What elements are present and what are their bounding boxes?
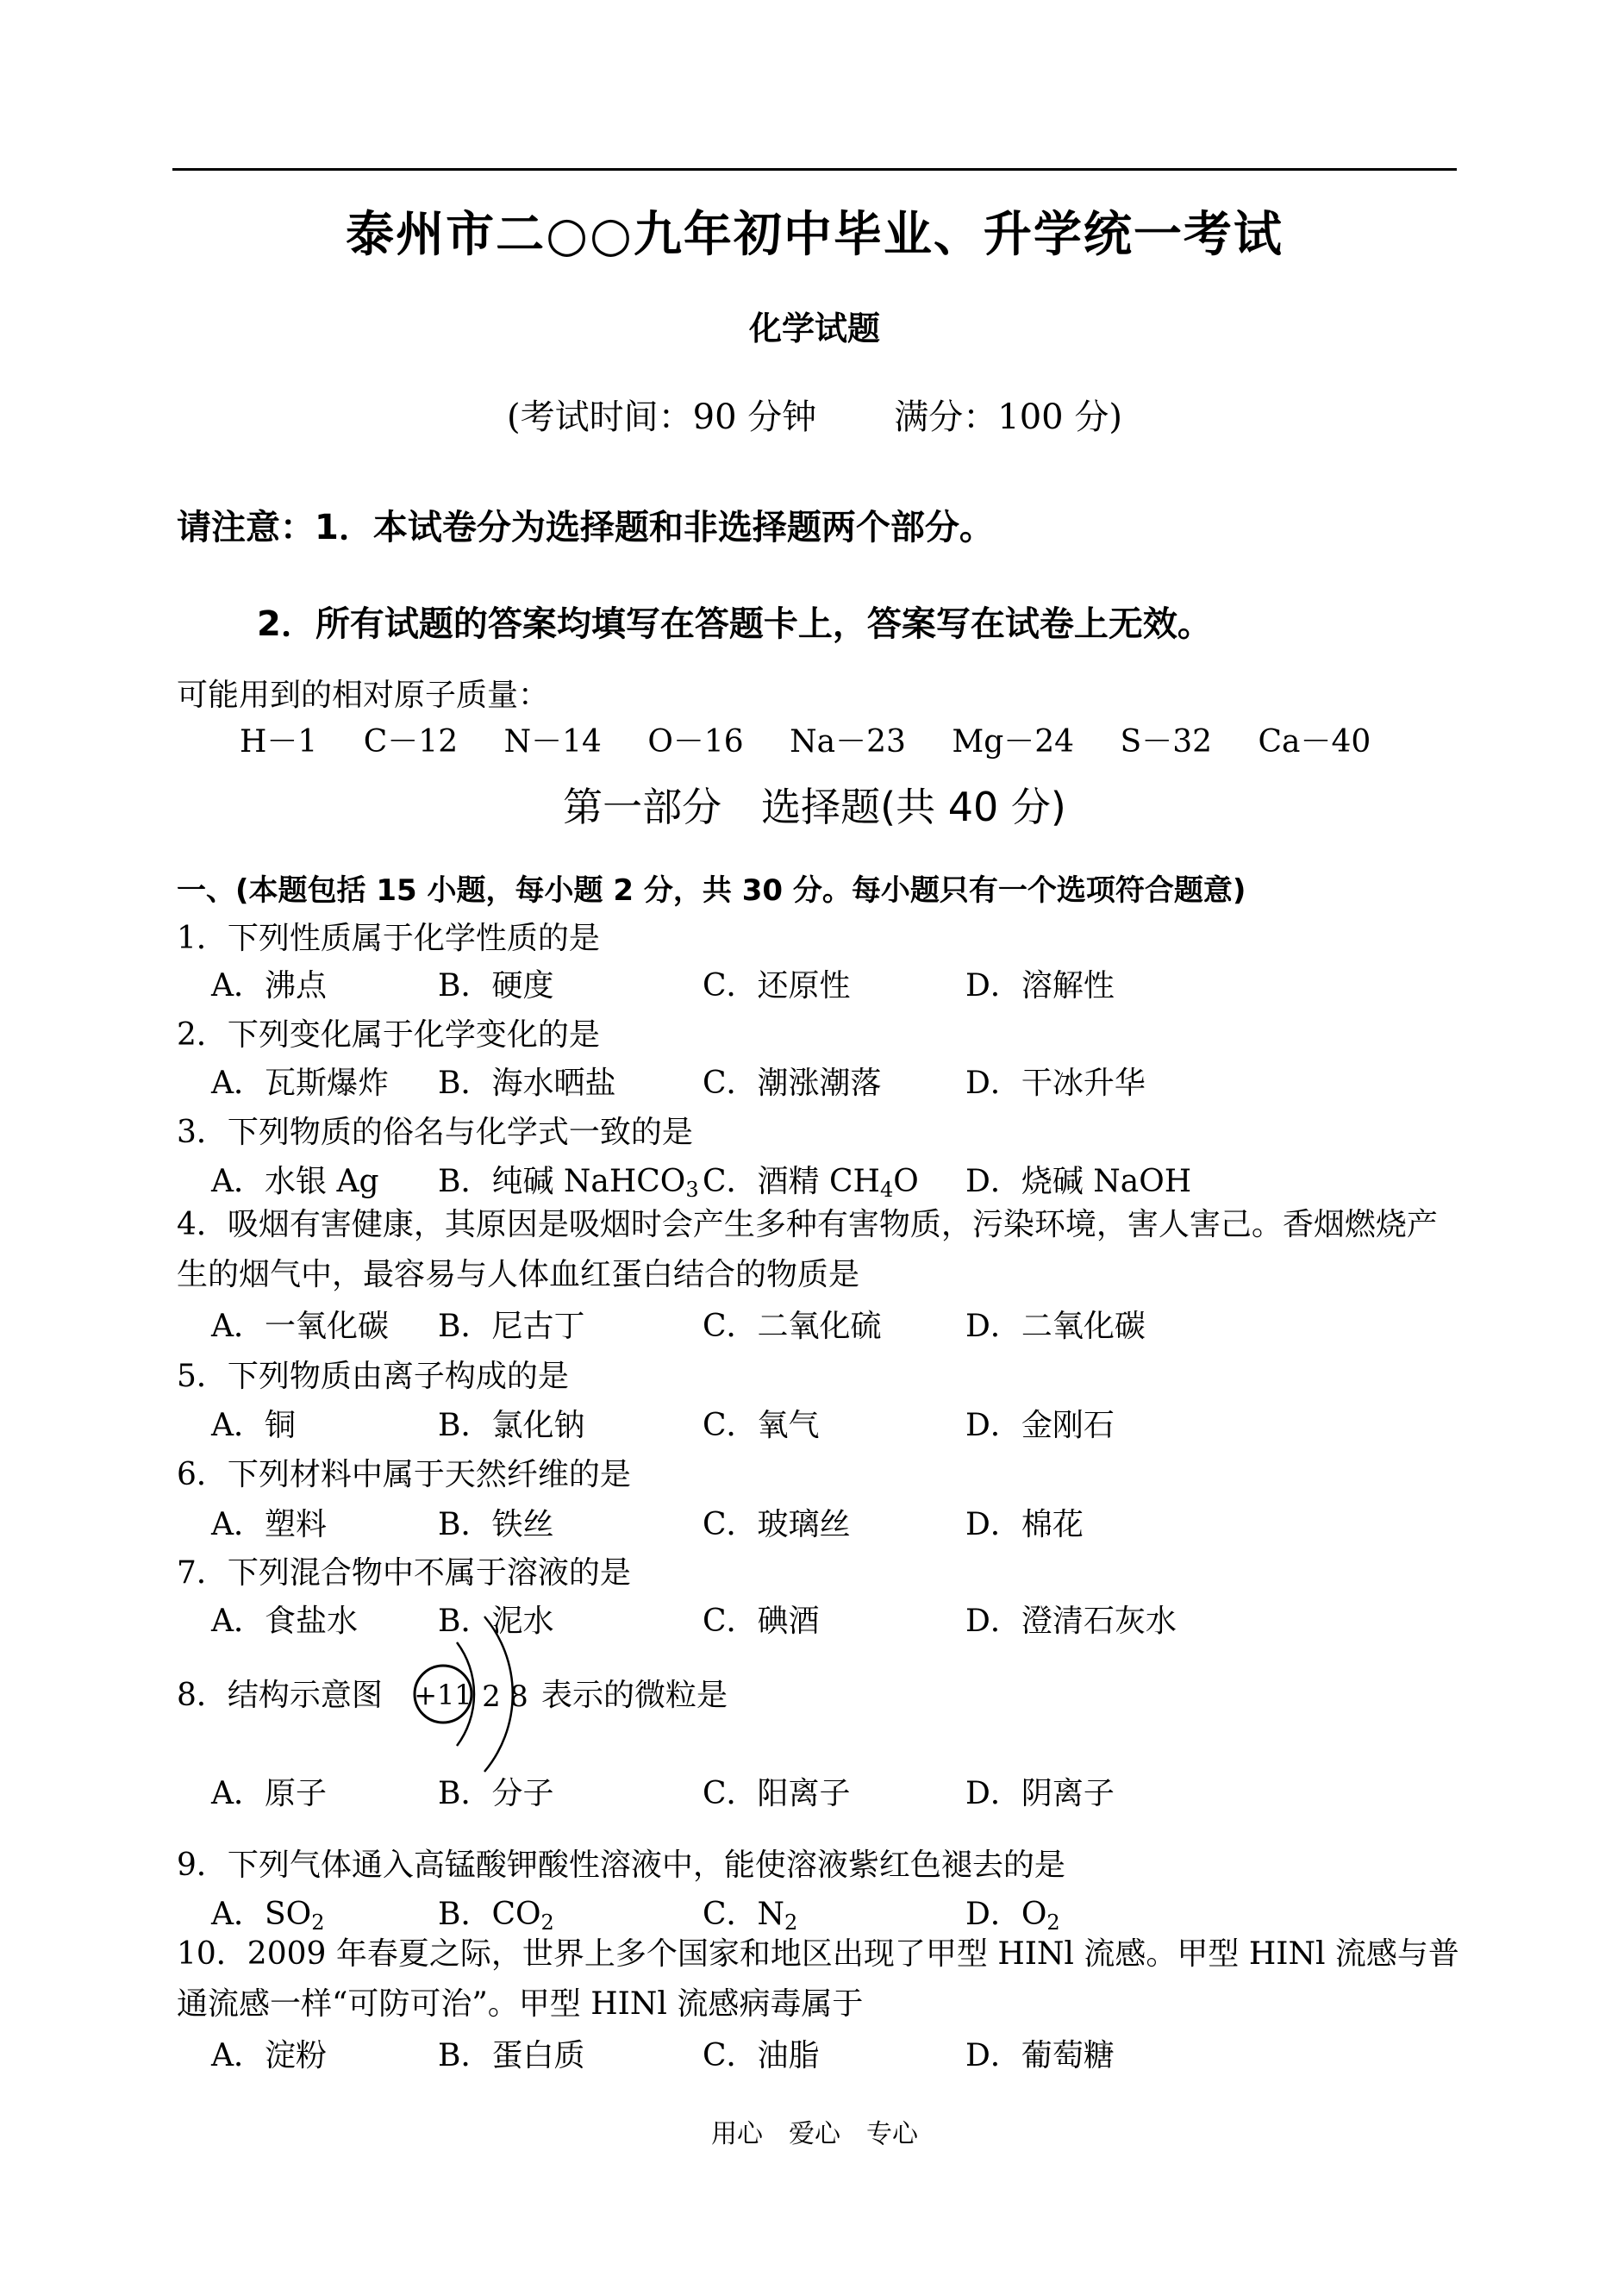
- question-stem: 8．结构示意图: [177, 1678, 383, 1713]
- option-text: C．酒精 CH: [703, 1164, 880, 1199]
- option: [211, 1890, 324, 1935]
- page-title: 泰州市二○○九年初中毕业、升学统一考试: [346, 207, 1284, 263]
- option: B．泥水: [438, 1604, 554, 1639]
- option: D．澄清石灰水: [965, 1604, 1177, 1639]
- top-rule: [172, 168, 1457, 171]
- notice-line-2: 2．所有试题的答案均填写在答题卡上，答案写在试卷上无效。: [257, 604, 1212, 644]
- option: A．一氧化碳: [211, 1309, 389, 1344]
- exam-time: (考试时间：90 分钟: [507, 397, 817, 437]
- subscript: 3: [685, 1178, 699, 1202]
- question-stem: 1．下列性质属于化学性质的是: [177, 921, 600, 956]
- option: A．铜: [211, 1408, 296, 1443]
- subscript: 4: [879, 1178, 894, 1202]
- option: [965, 1890, 1060, 1935]
- option: C．二氧化硫: [703, 1309, 882, 1344]
- option: C．氧气: [703, 1408, 820, 1443]
- option: D．棉花: [965, 1507, 1084, 1542]
- option-text: D．O: [965, 1897, 1047, 1932]
- option: A．水银 Ag: [211, 1164, 379, 1199]
- atomic-mass-item: N－14: [503, 724, 602, 760]
- option-text: C．N: [703, 1897, 785, 1932]
- atomic-mass-item: H－1: [240, 724, 318, 760]
- nucleus-charge: +11: [414, 1679, 472, 1711]
- question-stem-tail: 表示的微粒是: [541, 1678, 728, 1713]
- atomic-mass-item: Ca－40: [1258, 724, 1371, 760]
- option: [438, 1890, 554, 1935]
- subject-title: 化学试题: [748, 310, 880, 347]
- atomic-mass-item: Na－23: [790, 724, 906, 760]
- atomic-structure-diagram: [405, 1591, 560, 1798]
- option: C．油脂: [703, 2038, 820, 2073]
- option: A．淀粉: [211, 2038, 327, 2073]
- notice-line-1: 请注意：1．本试卷分为选择题和非选择题两个部分。: [177, 508, 994, 547]
- option: A．原子: [211, 1776, 327, 1811]
- shell-1-electrons: 2: [482, 1679, 501, 1714]
- option: B．海水晒盐: [438, 1066, 616, 1101]
- shell-2-electrons: 8: [509, 1679, 528, 1714]
- option: C．玻璃丝: [703, 1507, 851, 1542]
- option: B．尼古丁: [438, 1309, 585, 1344]
- option: D．金刚石: [965, 1408, 1115, 1443]
- full-score: 满分：100 分): [894, 397, 1122, 437]
- option: A．食盐水: [211, 1604, 358, 1639]
- subscript: 2: [311, 1910, 325, 1935]
- option-text: O: [893, 1164, 919, 1199]
- option: A．塑料: [211, 1507, 327, 1542]
- option: D．干冰升华: [965, 1066, 1146, 1101]
- option: [703, 1890, 797, 1935]
- option-text: A．SO: [211, 1897, 312, 1932]
- subscript: 2: [784, 1910, 798, 1935]
- atomic-mass-item: C－12: [363, 724, 459, 760]
- option: D．葡萄糖: [965, 2038, 1115, 2073]
- part-title: 第一部分 选择题(共 40 分): [563, 784, 1066, 830]
- option: [438, 1157, 699, 1202]
- option: B．蛋白质: [438, 2038, 585, 2073]
- option: C．碘酒: [703, 1604, 820, 1639]
- page-footer: 用心 爱心 专心: [711, 2119, 918, 2149]
- option: D．烧碱 NaOH: [965, 1164, 1192, 1199]
- option: [703, 1157, 919, 1202]
- section-heading: 一、(本题包括 15 小题，每小题 2 分，共 30 分。每小题只有一个选项符合题意): [177, 873, 1246, 908]
- option: B．分子: [438, 1776, 554, 1811]
- option: A．瓦斯爆炸: [211, 1066, 389, 1101]
- option-text: B．CO: [438, 1897, 541, 1932]
- option: C．还原性: [703, 968, 851, 1004]
- subscript: 2: [540, 1910, 554, 1935]
- question-stem: 5．下列物质由离子构成的是: [177, 1359, 569, 1394]
- option: C．阳离子: [703, 1776, 851, 1811]
- question-stem: 7．下列混合物中不属于溶液的是: [177, 1555, 631, 1591]
- option: D．阴离子: [965, 1776, 1115, 1811]
- question-stem: 6．下列材料中属于天然纤维的是: [177, 1457, 631, 1492]
- question-stem: 3．下列物质的俗名与化学式一致的是: [177, 1115, 693, 1150]
- question-stem: 2．下列变化属于化学变化的是: [177, 1017, 600, 1053]
- option-text: B．纯碱 NaHCO: [438, 1164, 686, 1199]
- subscript: 2: [1046, 1910, 1060, 1935]
- question-stem: 9．下列气体通入高锰酸钾酸性溶液中，能使溶液紫红色褪去的是: [177, 1848, 1065, 1883]
- atomic-mass-label: 可能用到的相对原子质量：: [177, 678, 550, 713]
- question-stem: 4．吸烟有害健康，其原因是吸烟时会产生多种有害物质，污染环境，害人害己。香烟燃烧产生的烟气中，最容易与人体血红蛋白结合的物质是: [177, 1207, 1438, 1292]
- atomic-mass-item: Mg－24: [952, 724, 1075, 760]
- option: B．铁丝: [438, 1507, 554, 1542]
- option: D．二氧化碳: [965, 1309, 1146, 1344]
- option: B．硬度: [438, 968, 554, 1004]
- atomic-mass-list: [240, 717, 1407, 761]
- atomic-mass-item: O－16: [647, 724, 744, 760]
- atomic-mass-item: S－32: [1120, 724, 1213, 760]
- option: D．溶解性: [965, 968, 1115, 1004]
- question-stem: 10．2009 年春夏之际，世界上多个国家和地区出现了甲型 HINl 流感。甲型 HINl 流感与普通流感一样“可防可治”。甲型 HINl 流感病毒属于: [177, 1936, 1459, 2022]
- option: A．沸点: [211, 968, 327, 1004]
- exam-info: [172, 390, 1457, 439]
- option: C．潮涨潮落: [703, 1066, 882, 1101]
- option: B．氯化钠: [438, 1408, 585, 1443]
